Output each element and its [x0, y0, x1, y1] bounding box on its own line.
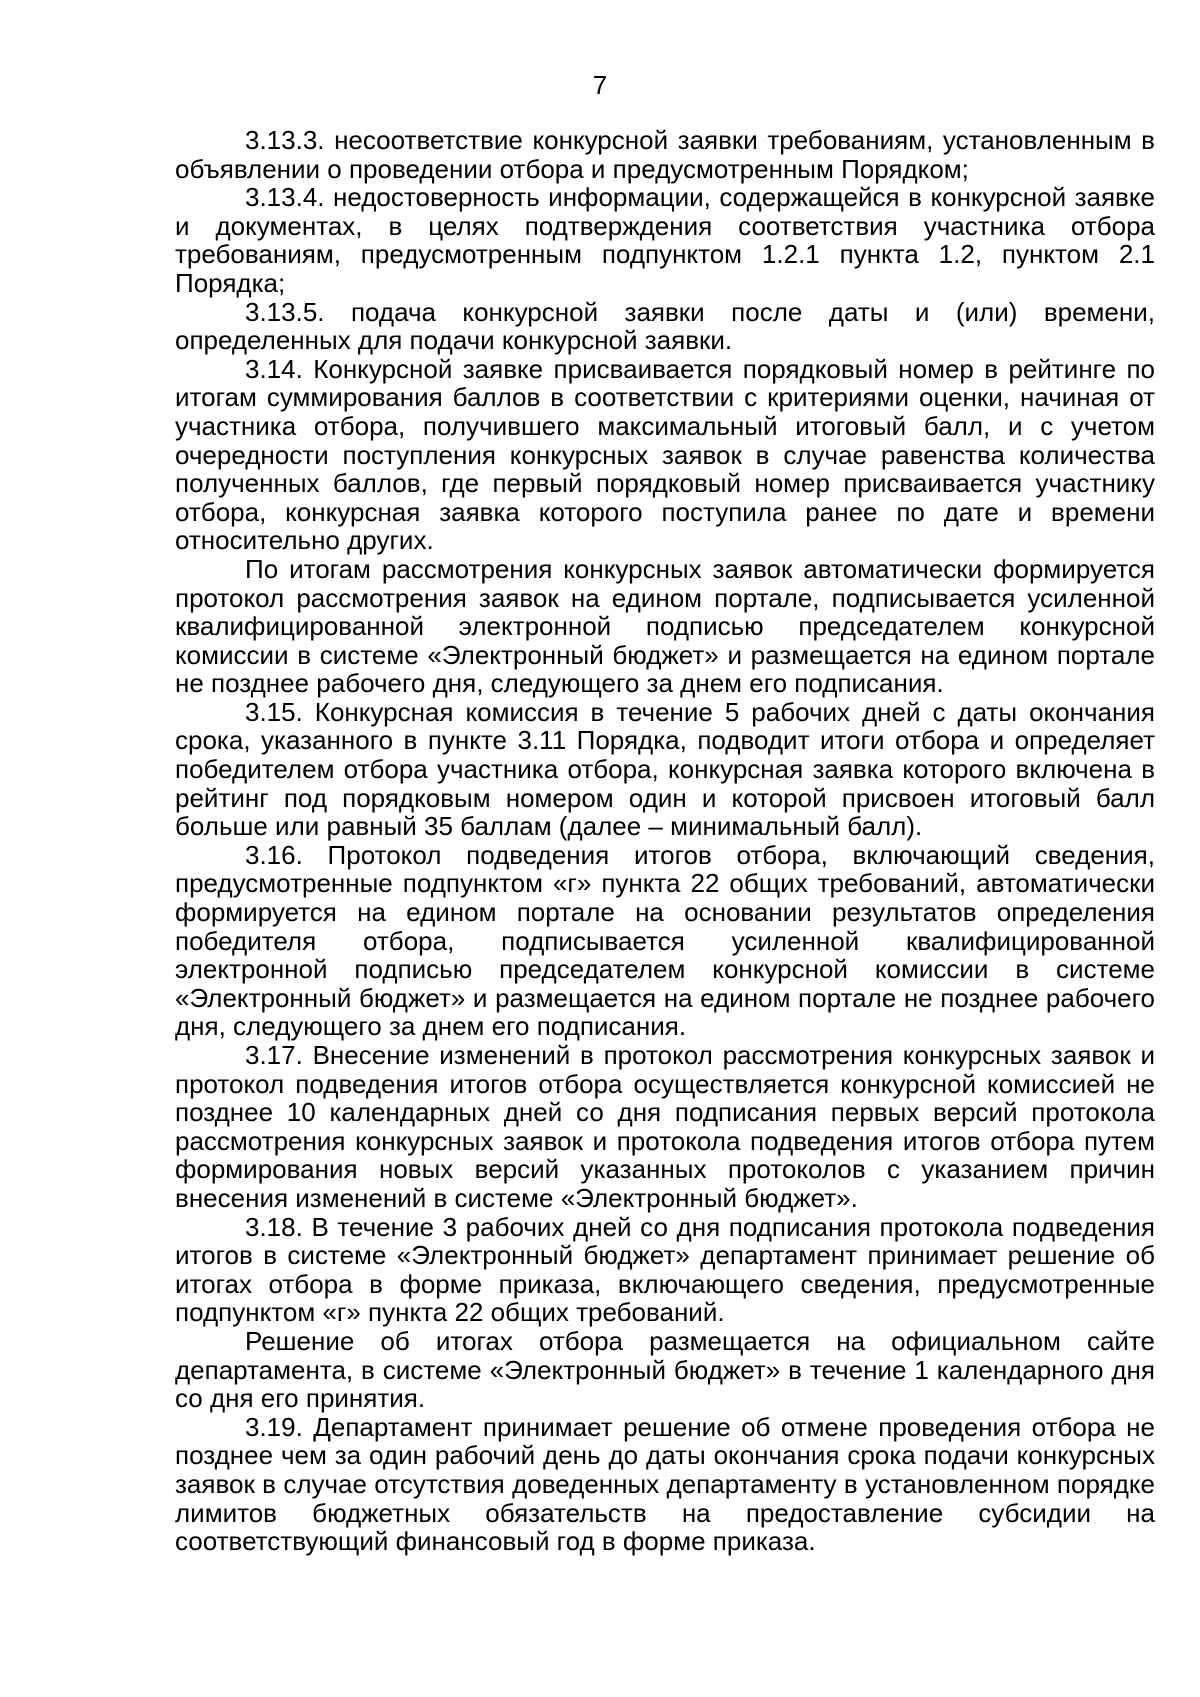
- paragraph-3-18: 3.18. В течение 3 рабочих дней со дня подписания протокола подведения итогов в системе «Электронный бюджет» департамент принимает решение об итогах отбора в форме приказа, включающего сведения, предусмотренные подпунктом «г» пункта 22 общих требований.: [175, 1211, 1155, 1328]
- paragraph-3-13-4: 3.13.4. недостоверность информации, содержащейся в конкурсной заявке и документах, в целях подтверждения соответствия участника отбора требованиям, предусмотренным подпунктом 1.2.1 пункта 1.2, пунктом 2.1 Порядка;: [175, 182, 1155, 298]
- paragraph-3-17: 3.17. Внесение изменений в протокол рассмотрения конкурсных заявок и протокол подведения итогов отбора осуществляется конкурсной комиссией не позднее 10 календарных дней со дня подписания первых версий протокола рассмотрения конкурсных заявок и протокола подведения итогов отбора путем формирования новых версий указанных протоколов с указанием причин внесения изменений в системе «Электронный бюджет».: [175, 1040, 1155, 1213]
- paragraph-3-16: 3.16. Протокол подведения итогов отбора, включающий сведения, предусмотренные подпунктом «г» пункта 22 общих требований, автоматически формируется на едином портале на основании результатов определения победителя отбора, подписывается усиленной квалифицированной электронной подписью председателем конкурсной комиссии в системе «Электронный бюджет» и размещается на едином портале не позднее рабочего дня, следующего за днем его подписания.: [175, 839, 1155, 1042]
- paragraph-3-19: 3.19. Департамент принимает решение об отмене проведения отбора не позднее чем за один рабочий день до даты окончания срока подачи конкурсных заявок в случае отсутствия доведенных департаменту в установленном порядке лимитов бюджетных обязательств на предоставление субсидии на соответствующий финансовый год в форме приказа.: [175, 1411, 1155, 1557]
- paragraph-3-13-5: 3.13.5. подача конкурсной заявки после даты и (или) времени, определенных для подачи конкурсной заявки.: [175, 296, 1155, 356]
- paragraph-3-13-3: 3.13.3. несоответствие конкурсной заявки требованиям, установленным в объявлении о проведении отбора и предусмотренным Порядком;: [175, 125, 1155, 184]
- paragraph-3-14: 3.14. Конкурсной заявке присваивается порядковый номер в рейтинге по итогам суммирования баллов в соответствии с критериями оценки, начиная от участника отбора, получившего максимальный итоговый балл, и с учетом очередности поступления конкурсных заявок в случае равенства количества полученных баллов, где первый порядковый номер присваивается участнику отбора, конкурсная заявка которого поступила ранее по дате и времени относительно других.: [175, 353, 1155, 556]
- paragraph-3-14-protocol: По итогам рассмотрения конкурсных заявок автоматически формируется протокол рассмотрения заявок на едином портале, подписывается усиленной квалифицированной электронной подписью председателем конкурсной комиссии в системе «Электронный бюджет» и размещается на едином портале не позднее рабочего дня, следующего за днем его подписания.: [175, 553, 1155, 699]
- document-body: [175, 126, 1155, 1556]
- page-number: 7: [592, 70, 608, 100]
- paragraph-3-15: 3.15. Конкурсная комиссия в течение 5 рабочих дней с даты окончания срока, указанного в пункте 3.11 Порядка, подводит итоги отбора и определяет победителем отбора участника отбора, конкурсная заявка которого включена в рейтинг под порядковым номером один и которой присвоен итоговый балл больше или равный 35 баллам (далее – минимальный балл).: [175, 696, 1155, 842]
- paragraph-3-18-decision: Решение об итогах отбора размещается на официальном сайте департамента, в системе «Электронный бюджет» в течение 1 календарного дня со дня его принятия.: [175, 1325, 1155, 1414]
